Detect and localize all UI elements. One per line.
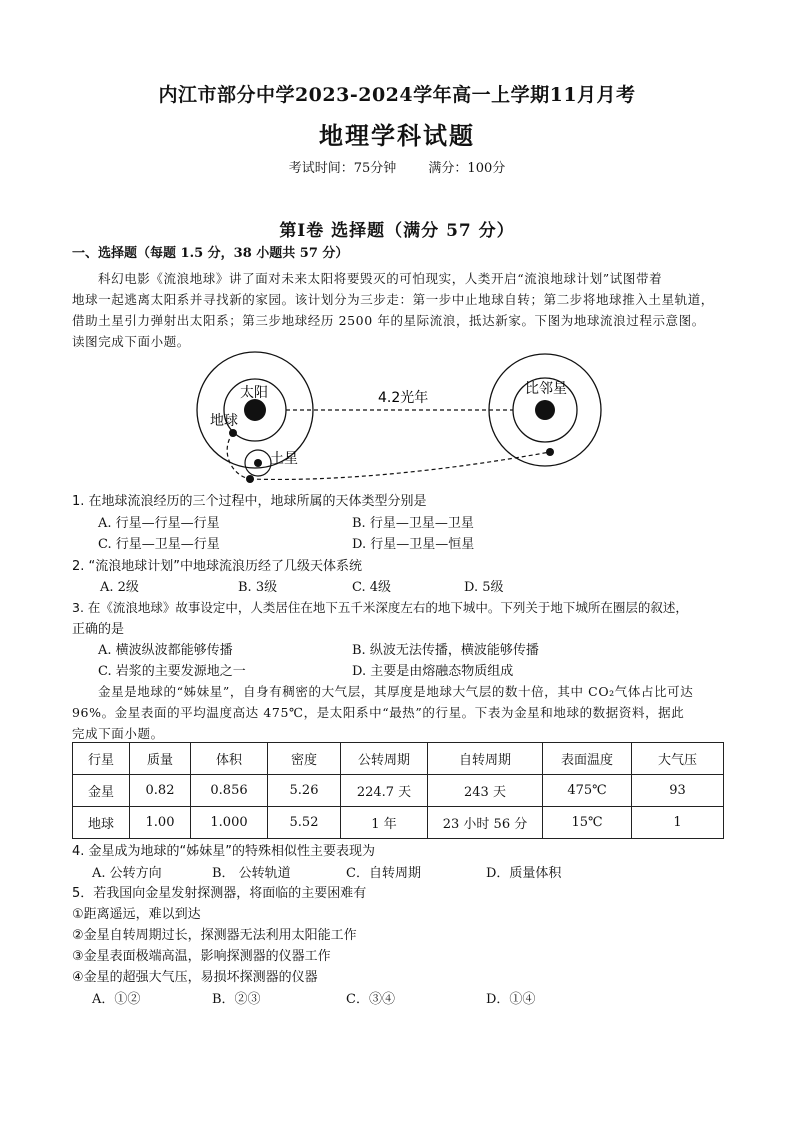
table-cell: 0.856 xyxy=(191,775,268,807)
q2-option-c[interactable]: C. 4级 xyxy=(352,580,392,595)
table-header: 密度 xyxy=(268,743,341,775)
q5-statement-4: ④金星的超强大气压，易损坏探测器的仪器 xyxy=(72,970,318,985)
q1-option-a[interactable]: A. 行星—行星—行星 xyxy=(98,516,220,531)
passage-line: 完成下面小题。 xyxy=(72,726,164,741)
q3-stem: 3. 在《流浪地球》故事设定中，人类居住在地下五千米深度左右的地下城中。下列关于地下城所在圈层的叙述， xyxy=(72,600,688,615)
q5-statement-1: ①距离遥远，难以到达 xyxy=(72,907,201,922)
table-header: 自转周期 xyxy=(428,743,543,775)
q5-statement-3: ③金星表面极端高温，影响探测器的仪器工作 xyxy=(72,949,331,964)
table-cell: 93 xyxy=(632,775,724,807)
passage-line: 地球一起逃离太阳系并寻找新的家园。该计划分为三步走：第一步中止地球自转；第二步将地球推入土星轨道， xyxy=(72,292,714,307)
table-cell: 1 年 xyxy=(341,807,428,839)
table-header: 行星 xyxy=(73,743,130,775)
table-header: 体积 xyxy=(191,743,268,775)
q4-option-d[interactable]: D．质量体积 xyxy=(486,866,562,881)
sun-label: 太阳 xyxy=(240,385,268,401)
passage-line: 借助土星引力弹射出太阳系；第三步地球经历 2500 年的星际流浪，抵达新家。下图为地球流浪过程示意图。 xyxy=(72,313,705,328)
q1-option-b[interactable]: B. 行星—卫星—卫星 xyxy=(352,516,474,531)
q5-option-d[interactable]: D．①④ xyxy=(486,992,536,1007)
q5-option-a[interactable]: A．①② xyxy=(92,992,141,1007)
table-cell: 0.82 xyxy=(130,775,191,807)
q5-stem: 5．若我国向金星发射探测器，将面临的主要困难有 xyxy=(72,886,367,901)
q5-option-c[interactable]: C．③④ xyxy=(346,992,395,1007)
table-cell: 1.00 xyxy=(130,807,191,839)
q4-option-c[interactable]: C．自转周期 xyxy=(346,866,421,881)
venus-earth-table xyxy=(72,742,724,839)
wandering-earth-diagram xyxy=(190,350,610,490)
table-cell: 5.26 xyxy=(268,775,341,807)
subject-title: 地理学科试题 xyxy=(319,121,475,150)
q3-stem-cont: 正确的是 xyxy=(72,622,125,637)
table-cell: 金星 xyxy=(73,775,130,807)
earth-label: 地球 xyxy=(210,413,238,429)
exam-info xyxy=(0,157,794,176)
q3-option-b[interactable]: B. 纵波无法传播，横波能够传播 xyxy=(352,643,539,658)
passage-line: 科幻电影《流浪地球》讲了面对未来太阳将要毁灭的可怕现实，人类开启“流浪地球计划”试图带着 xyxy=(98,271,663,286)
q1-option-c[interactable]: C. 行星—卫星—行星 xyxy=(98,537,220,552)
q3-option-c[interactable]: C. 岩浆的主要发源地之一 xyxy=(98,664,246,679)
q2-option-b[interactable]: B. 3级 xyxy=(238,580,278,595)
table-cell: 224.7 天 xyxy=(341,775,428,807)
q5-statement-2: ②金星自转周期过长，探测器无法利用太阳能工作 xyxy=(72,928,357,943)
q1-option-d[interactable]: D. 行星—卫星—恒星 xyxy=(352,537,475,552)
table-cell: 23 小时 56 分 xyxy=(428,807,543,839)
proxima-dot xyxy=(535,400,555,420)
table-cell: 1.000 xyxy=(191,807,268,839)
proxima-label: 比邻星 xyxy=(525,381,567,397)
q2-option-d[interactable]: D. 5级 xyxy=(464,580,504,595)
q3-option-d[interactable]: D. 主要是由熔融态物质组成 xyxy=(352,664,514,679)
table-row xyxy=(73,775,724,807)
q2-option-a[interactable]: A. 2级 xyxy=(100,580,139,595)
q1-stem: 1. 在地球流浪经历的三个过程中，地球所属的天体类型分别是 xyxy=(72,494,427,509)
table-row xyxy=(73,807,724,839)
q2-stem: 2. “流浪地球计划”中地球流浪历经了几级天体系统 xyxy=(72,559,363,574)
q3-option-a[interactable]: A. 横波纵波都能够传播 xyxy=(98,643,233,658)
saturn-dot xyxy=(254,459,262,467)
table-header: 大气压 xyxy=(632,743,724,775)
passage-line: 读图完成下面小题。 xyxy=(72,334,190,349)
table-header: 质量 xyxy=(130,743,191,775)
table-cell: 15℃ xyxy=(543,807,632,839)
passage-line: 金星是地球的“姊妹星”，自身有稠密的大气层，其厚度是地球大气层的数十倍，其中 CO₂气体占比可达 xyxy=(98,684,694,699)
q4-option-b[interactable]: B． 公转轨道 xyxy=(212,866,291,881)
section-heading: 一、选择题（每题 1.5 分，38 小题共 57 分） xyxy=(72,246,349,261)
table-cell: 243 天 xyxy=(428,775,543,807)
table-cell: 1 xyxy=(632,807,724,839)
q4-option-a[interactable]: A. 公转方向 xyxy=(92,866,162,881)
arrival-point xyxy=(546,448,554,456)
q4-stem: 4. 金星成为地球的“姊妹星”的特殊相似性主要表现为 xyxy=(72,844,376,859)
full-score: 满分：100分 xyxy=(428,161,506,176)
passage-venus xyxy=(72,681,722,744)
table-header: 表面温度 xyxy=(543,743,632,775)
distance-label: 4.2光年 xyxy=(378,390,429,406)
part1-title: 第Ⅰ卷 选择题（满分 57 分） xyxy=(279,221,515,241)
table-header-row xyxy=(73,743,724,775)
q5-option-b[interactable]: B．②③ xyxy=(212,992,261,1007)
school-title: 内江市部分中学2023-2024学年高一上学期11月月考 xyxy=(158,84,636,106)
table-cell: 地球 xyxy=(73,807,130,839)
passage-wandering-earth xyxy=(72,268,722,352)
passage-line: 96%。金星表面的平均温度高达 475℃，是太阳系中“最热”的行星。下表为金星和地球的数据资料，据此 xyxy=(72,705,685,720)
saturn-label: 土星 xyxy=(270,451,298,467)
sun-dot xyxy=(244,399,266,421)
table-cell: 475℃ xyxy=(543,775,632,807)
table-cell: 5.52 xyxy=(268,807,341,839)
table-header: 公转周期 xyxy=(341,743,428,775)
exam-time: 考试时间：75分钟 xyxy=(288,161,397,176)
